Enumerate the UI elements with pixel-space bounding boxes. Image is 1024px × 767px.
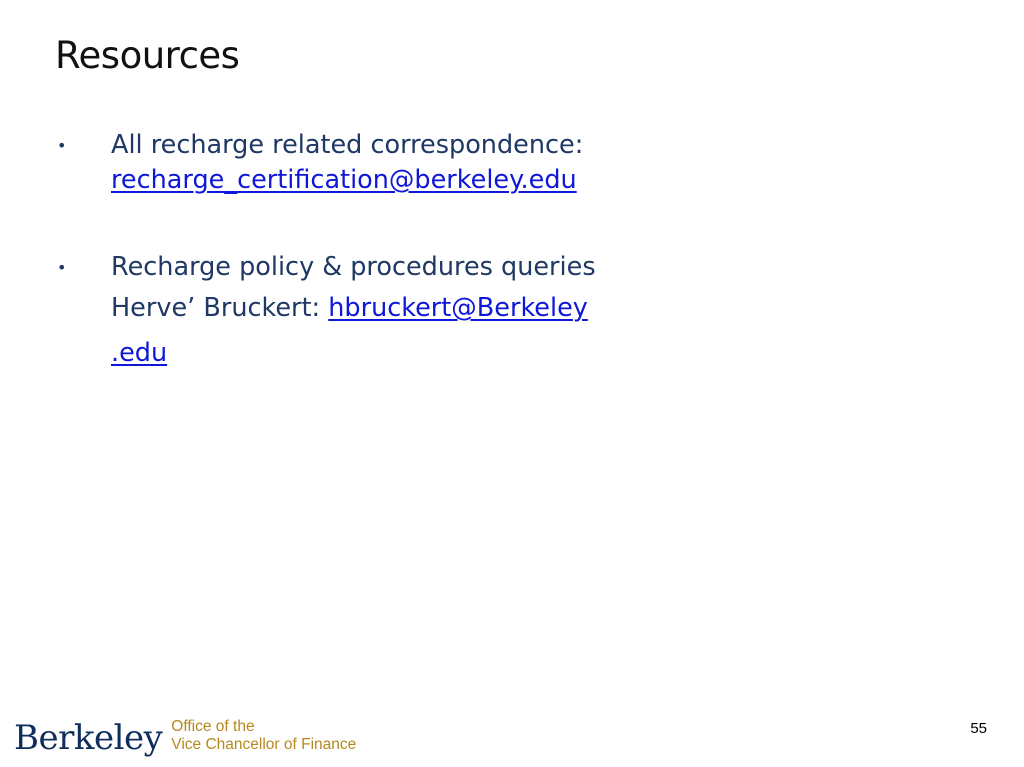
bullet-item-correspondence xyxy=(55,128,755,198)
bullet-text: Recharge policy & procedures queries xyxy=(111,252,596,282)
contact-email-link[interactable]: hbruckert@Berkeley xyxy=(328,293,588,323)
slide-title: Resources xyxy=(55,34,240,77)
bullet-list xyxy=(55,128,755,371)
logo-wordmark: Berkeley xyxy=(14,718,163,758)
contact-name: Herve’ Bruckert: xyxy=(111,293,329,323)
logo-subtitle-line-1: Office of the xyxy=(171,718,255,735)
bullet-marker: • xyxy=(57,258,67,277)
contact-email-link-continued[interactable]: .edu xyxy=(111,338,168,368)
contact-line xyxy=(111,291,755,326)
recharge-email-link[interactable]: recharge_certification@berkeley.edu xyxy=(111,165,577,195)
logo-subtitle xyxy=(171,718,356,753)
logo-subtitle-line-2: Vice Chancellor of Finance xyxy=(171,735,357,753)
bullet-marker: • xyxy=(57,136,67,155)
page-number: 55 xyxy=(970,720,987,737)
bullet-text: All recharge related correspondence: xyxy=(111,130,584,160)
berkeley-finance-logo xyxy=(14,716,356,764)
bullet-item-policy-queries xyxy=(55,250,755,371)
